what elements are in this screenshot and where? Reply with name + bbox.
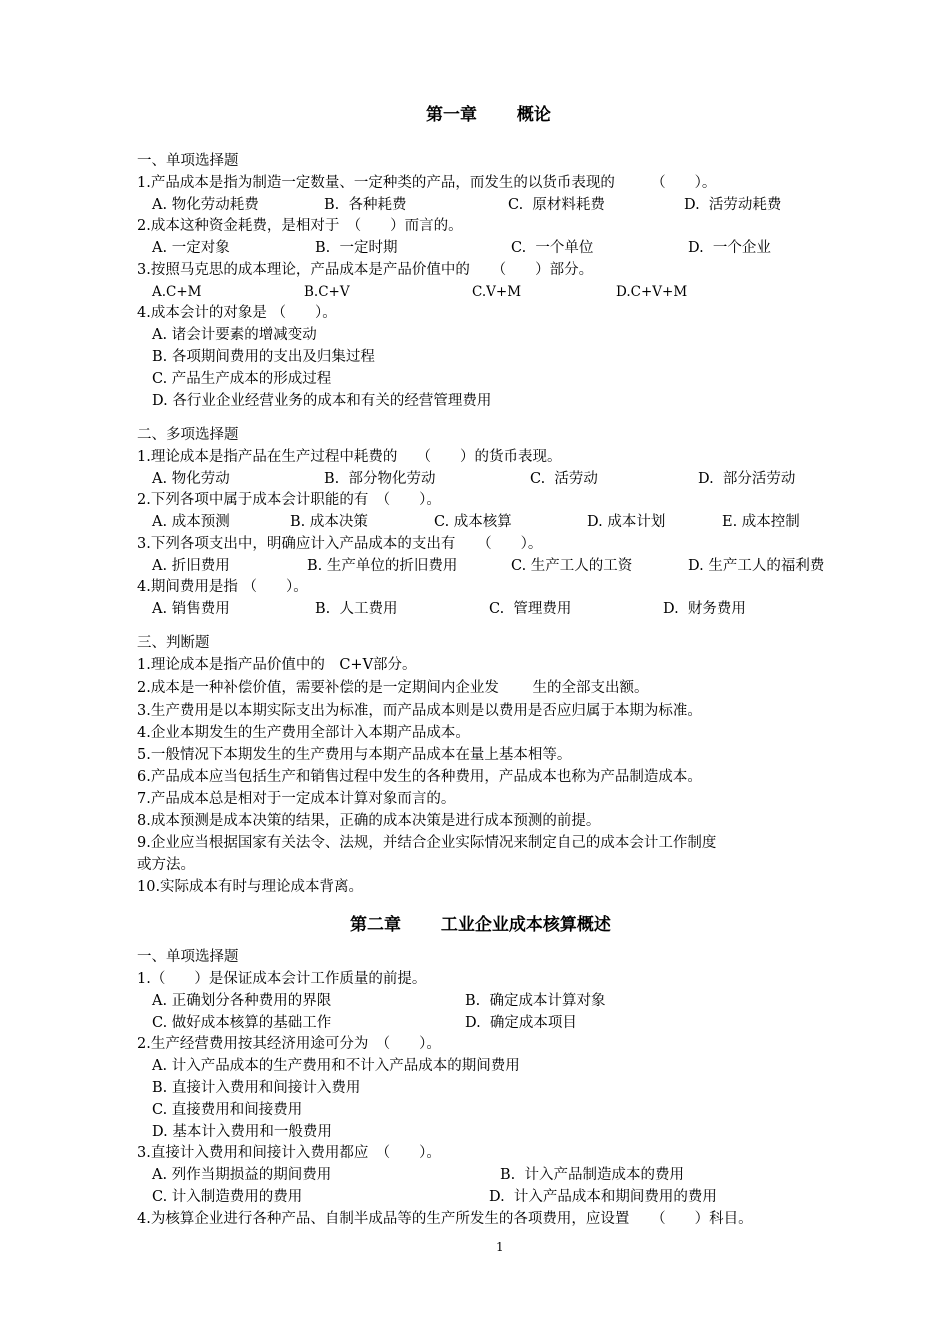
judgment-item: 或方法。 <box>137 857 195 873</box>
section-heading: 一、单项选择题 <box>137 153 239 169</box>
option-d: D. 财务费用 <box>663 601 746 617</box>
judgment-item: 1.理论成本是指产品价值中的 C+V部分。 <box>137 657 417 673</box>
option-b: B. 各种耗费 <box>324 197 407 213</box>
option-c: C.V+M <box>472 284 522 300</box>
option-d: D. 基本计入费用和一般费用 <box>152 1124 332 1140</box>
judgment-item: 9.企业应当根据国家有关法令、法规，并结合企业实际情况来制定自己的成本会计工作制度 <box>137 835 717 851</box>
option-a: A. 销售费用 <box>152 601 230 617</box>
option-a: A. 折旧费用 <box>152 558 230 574</box>
option-d: D. 成本计划 <box>587 514 666 530</box>
judgment-item: 5.一般情况下本期发生的生产费用与本期产品成本在量上基本相等。 <box>137 747 572 763</box>
option-c: C. 管理费用 <box>489 601 572 617</box>
option-d: D. 活劳动耗费 <box>684 197 782 213</box>
option-d: D. 确定成本项目 <box>465 1015 577 1031</box>
option-a: A. 诸会计要素的增减变动 <box>152 327 317 343</box>
option-c: C. 产品生产成本的形成过程 <box>152 371 332 387</box>
question-text: 4.成本会计的对象是 （ ）。 <box>137 305 337 321</box>
option-e: E. 成本控制 <box>722 514 800 530</box>
judgment-item: 4.企业本期发生的生产费用全部计入本期产品成本。 <box>137 725 470 741</box>
question-text: 3.下列各项支出中，明确应计入产品成本的支出有 （ ）。 <box>137 536 543 552</box>
judgment-item: 2.成本是一种补偿价值，需要补偿的是一定期间内企业发 生的全部支出额。 <box>137 680 649 696</box>
question-text: 2.生产经营费用按其经济用途可分为 （ ）。 <box>137 1036 441 1052</box>
option-c: C. 一个单位 <box>511 240 594 256</box>
option-d: D.C+V+M <box>616 284 688 300</box>
option-a: A. 计入产品成本的生产费用和不计入产品成本的期间费用 <box>152 1058 520 1074</box>
question-text: 1.（ ）是保证成本会计工作质量的前提。 <box>137 971 427 987</box>
option-b: B. 各项期间费用的支出及归集过程 <box>152 349 375 365</box>
judgment-item: 7.产品成本总是相对于一定成本计算对象而言的。 <box>137 791 456 807</box>
option-c: C. 计入制造费用的费用 <box>152 1189 303 1205</box>
option-d: D. 一个企业 <box>688 240 771 256</box>
judgment-item: 3.生产费用是以本期实际支出为标准，而产品成本则是以费用是否应归属于本期为标准。 <box>137 703 702 719</box>
option-a: A. 列作当期损益的期间费用 <box>152 1167 332 1183</box>
question-text: 1.理论成本是指产品在生产过程中耗费的 （ ）的货币表现。 <box>137 449 562 465</box>
page-number: 1 <box>496 1240 504 1254</box>
option-a: A. 一定对象 <box>152 240 230 256</box>
option-d: D. 生产工人的福利费 <box>688 558 825 574</box>
question-text: 3.直接计入费用和间接计入费用都应 （ ）。 <box>137 1145 441 1161</box>
question-text: 4.为核算企业进行各种产品、自制半成品等的生产所发生的各项费用，应设置 （ ）科目。 <box>137 1211 753 1227</box>
option-d: D. 部分活劳动 <box>698 471 796 487</box>
option-a: A. 物化劳动耗费 <box>152 197 259 213</box>
section-heading: 二、多项选择题 <box>137 427 239 443</box>
question-text: 1.产品成本是指为制造一定数量、一定种类的产品，而发生的以货币表现的 （ ）。 <box>137 175 717 191</box>
option-a: A. 物化劳动 <box>152 471 230 487</box>
option-b: B. 人工费用 <box>315 601 398 617</box>
option-c: C. 成本核算 <box>434 514 512 530</box>
question-text: 4.期间费用是指 （ ）。 <box>137 579 308 595</box>
option-a: A. 正确划分各种费用的界限 <box>152 993 332 1009</box>
chapter-1-title: 第一章 概论 <box>426 105 551 125</box>
option-b: B. 直接计入费用和间接计入费用 <box>152 1080 361 1096</box>
option-b: B. 生产单位的折旧费用 <box>307 558 458 574</box>
option-d: D. 各行业企业经营业务的成本和有关的经营管理费用 <box>152 393 492 409</box>
option-c: C. 直接费用和间接费用 <box>152 1102 303 1118</box>
option-b: B. 部分物化劳动 <box>324 471 436 487</box>
question-text: 3.按照马克思的成本理论，产品成本是产品价值中的 （ ）部分。 <box>137 262 594 278</box>
question-text: 2.下列各项中属于成本会计职能的有 （ ）。 <box>137 492 441 508</box>
section-heading: 一、单项选择题 <box>137 949 239 965</box>
option-c: C. 原材料耗费 <box>508 197 605 213</box>
question-text: 2.成本这种资金耗费，是相对于 （ ）而言的。 <box>137 218 463 234</box>
option-b: B. 成本决策 <box>290 514 368 530</box>
option-b: B. 一定时期 <box>315 240 398 256</box>
option-a: A. 成本预测 <box>152 514 230 530</box>
option-b: B. 确定成本计算对象 <box>465 993 606 1009</box>
judgment-item: 8.成本预测是成本决策的结果，正确的成本决策是进行成本预测的前提。 <box>137 813 601 829</box>
option-c: C. 做好成本核算的基础工作 <box>152 1015 332 1031</box>
judgment-item: 6.产品成本应当包括生产和销售过程中发生的各种费用，产品成本也称为产品制造成本。 <box>137 769 702 785</box>
option-d: D. 计入产品成本和期间费用的费用 <box>489 1189 717 1205</box>
chapter-2-title: 第二章 工业企业成本核算概述 <box>350 915 611 935</box>
section-heading: 三、判断题 <box>137 635 210 651</box>
option-b: B.C+V <box>304 284 350 300</box>
option-a: A.C+M <box>152 284 202 300</box>
option-b: B. 计入产品制造成本的费用 <box>500 1167 684 1183</box>
judgment-item: 10.实际成本有时与理论成本背离。 <box>137 879 364 895</box>
option-c: C. 活劳动 <box>530 471 598 487</box>
option-c: C. 生产工人的工资 <box>511 558 633 574</box>
